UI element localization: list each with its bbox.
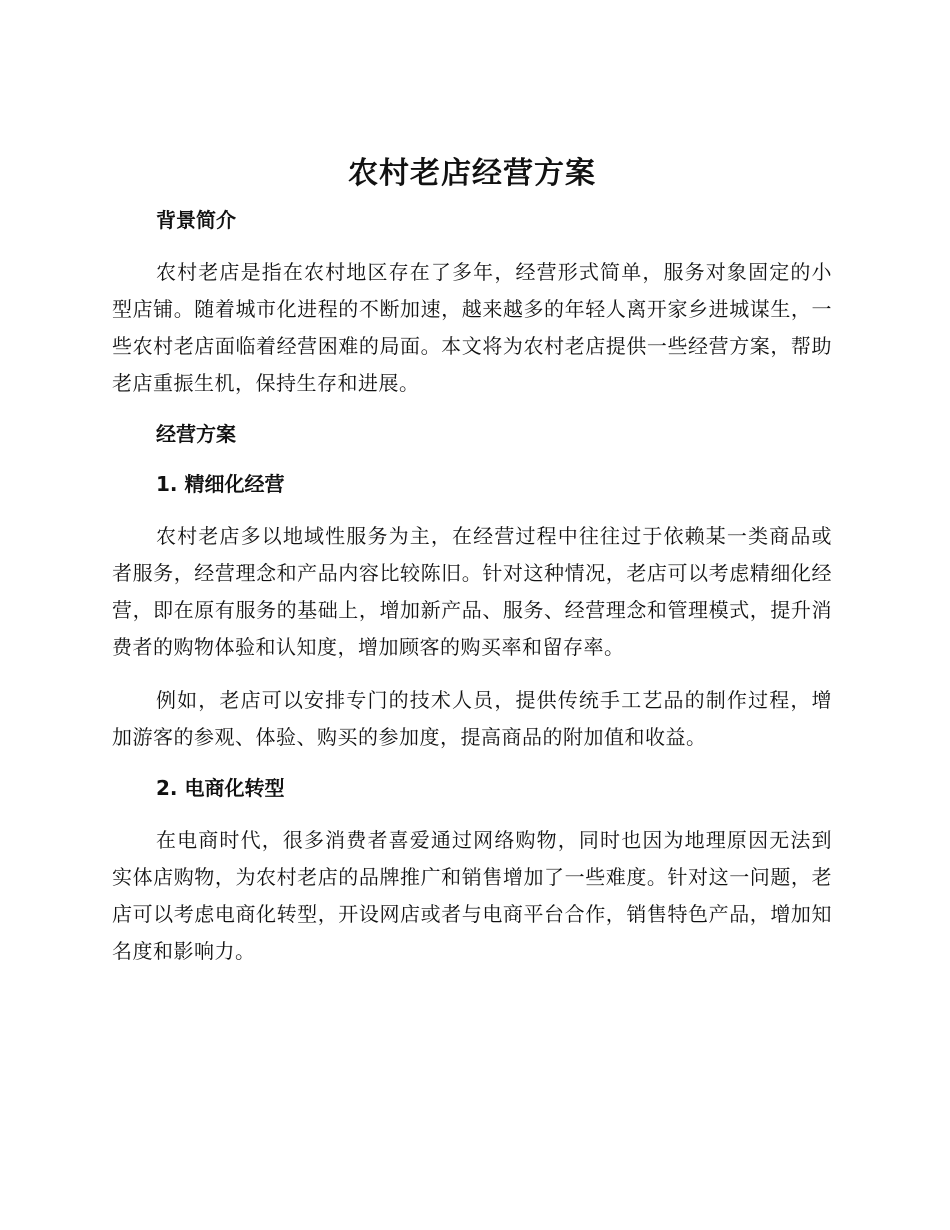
background-paragraph: 农村老店是指在农村地区存在了多年，经营形式简单，服务对象固定的小型店铺。随着城市化进程的不断加速，越来越多的年轻人离开家乡进城谋生，一些农村老店面临着经营困难的局面。本文将为农村老店提供一些经营方案，帮助老店重振生机，保持生存和进展。 [112, 260, 832, 395]
subsection-heading-2: 2. 电商化转型 [156, 776, 285, 800]
document-title: 农村老店经营方案 [348, 156, 596, 191]
document-page [112, 150, 832, 986]
section-heading-plan: 经营方案 [156, 422, 236, 446]
subsection-1-paragraph-2: 例如，老店可以安排专门的技术人员，提供传统手工艺品的制作过程，增加游客的参观、体验、购买的参加度，提高商品的附加值和收益。 [112, 688, 832, 749]
subsection-2-paragraph-1: 在电商时代，很多消费者喜爱通过网络购物，同时也因为地理原因无法到实体店购物，为农村老店的品牌推广和销售增加了一些难度。针对这一问题，老店可以考虑电商化转型，开设网店或者与电商平台合作，销售特色产品，增加知名度和影响力。 [112, 828, 832, 963]
section-heading-background: 背景简介 [156, 208, 236, 232]
subsection-1-paragraph-1: 农村老店多以地域性服务为主，在经营过程中往往过于依赖某一类商品或者服务，经营理念和产品内容比较陈旧。针对这种情况，老店可以考虑精细化经营，即在原有服务的基础上，增加新产品、服务、经营理念和管理模式，提升消费者的购物体验和认知度，增加顾客的购买率和留存率。 [112, 524, 832, 659]
subsection-heading-1: 1. 精细化经营 [156, 472, 285, 496]
